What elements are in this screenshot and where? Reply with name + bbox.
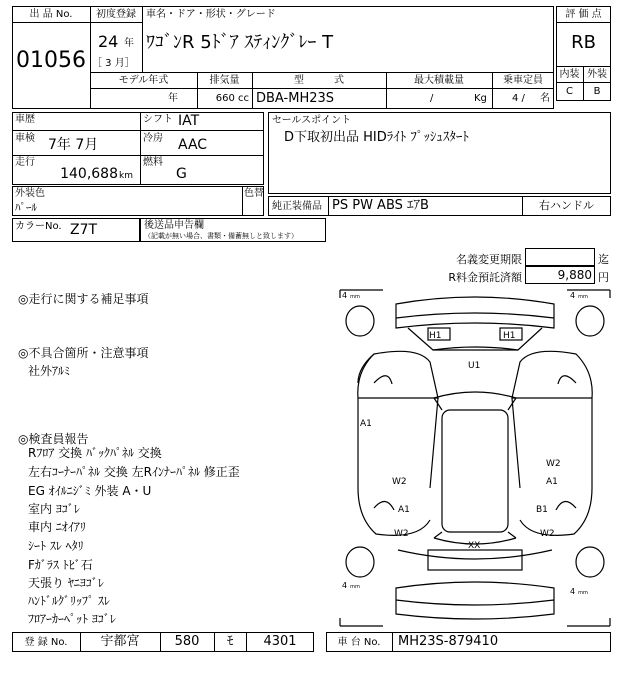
inspector-line: 天張り ﾔﾆﾖｺﾞﾚ (28, 576, 104, 590)
chassis-label: 車 台 No. (337, 637, 381, 648)
aftermarket-label: 後送品申告欄 (144, 220, 204, 231)
first-reg-year-unit: 年 (124, 38, 134, 49)
driving-notes-title: ◎走行に関する補足事項 (18, 292, 149, 306)
displacement-label: 排気量 (209, 75, 240, 86)
mark-h1-left: H1 (429, 331, 442, 341)
ac: AAC (178, 137, 208, 153)
recolor-label: 色替 (244, 188, 264, 199)
fuel-label: 燃料 (143, 157, 163, 168)
model-year-label: モデル年式 (118, 75, 169, 86)
history-label: 車歴 (15, 114, 35, 125)
reg-place: 宇都宮 (100, 634, 140, 649)
mileage-label: 走行 (15, 157, 35, 168)
inspection: 7年 7月 (48, 137, 99, 153)
mark-xx: XX (468, 541, 481, 551)
interior-label: 内装 (559, 69, 580, 80)
tire-icon (576, 547, 604, 577)
rear-bumper-outline (396, 582, 554, 619)
inspector-line: EG ｵｲﾙﾆｼﾞﾐ 外装 A・U (28, 484, 152, 498)
mark-w2-left-lower: W2 (394, 529, 409, 539)
inspection-label: 車検 (15, 133, 35, 144)
handle: 右ハンドル (539, 199, 594, 212)
tire-bottom-left-label: 4 mm (342, 581, 360, 590)
capacity: 4 / (512, 93, 525, 104)
tire-top-right-label: 4 mm (570, 291, 588, 300)
defects-title: ◎不具合箇所・注意事項 (18, 346, 149, 360)
lot-number: 01056 (16, 48, 86, 73)
recycle-unit: 円 (598, 271, 609, 284)
name-change-box (525, 248, 595, 266)
fuel: G (176, 166, 187, 182)
shift-label: シフト (143, 114, 173, 125)
tire-bottom-right-label: 4 mm (570, 587, 588, 596)
exterior-grade: B (593, 86, 601, 97)
reg-no-label: 登 録 No. (24, 637, 68, 648)
first-reg-label: 初度登録 (96, 9, 136, 20)
mark-a1-left-top: A1 (360, 419, 372, 429)
inspector-line: Rﾌﾛｱ 交換 ﾊﾞｯｸﾊﾟﾈﾙ 交換 (28, 446, 162, 460)
max-load-slash: / (430, 93, 434, 104)
car-diagram (338, 288, 612, 628)
reg-number: 4301 (263, 634, 297, 649)
aftermarket-note: （記載が無い場合、書類・備蓄無しと致します） (144, 232, 298, 240)
mileage: 140,688 (60, 166, 118, 182)
grade: RB (571, 32, 596, 53)
tire-icon (346, 547, 374, 577)
reg-kana: ﾓ (226, 634, 234, 649)
name-change-label: 名義変更期限 (456, 253, 522, 266)
chassis-number: MH23S-879410 (398, 634, 499, 649)
first-reg-month: ［ 3 月］ (92, 58, 135, 69)
mileage-unit: km (119, 171, 133, 181)
capacity-unit: 名 (540, 93, 550, 104)
car-name: ﾜｺﾞﾝR 5ﾄﾞｱ ｽﾃｨﾝｸﾞﾚｰ T (146, 32, 334, 53)
tire-top-left-label: 4 mm (342, 291, 360, 300)
ac-label: 冷房 (143, 133, 163, 144)
mark-a1-left-lower: A1 (398, 505, 410, 515)
tire-icon (346, 306, 374, 336)
shift: IAT (178, 113, 200, 129)
inspector-line: ﾌﾛｱｰｶｰﾍﾟｯﾄ ﾖｺﾞﾚ (28, 612, 116, 626)
color-box (12, 186, 264, 216)
tire-icon (576, 306, 604, 336)
color-label: 外装色 (15, 188, 45, 199)
max-load-label: 最大積載量 (414, 75, 464, 86)
mark-h1-right: H1 (503, 331, 516, 341)
mark-w2-right: W2 (546, 459, 561, 469)
exterior-label: 外装 (587, 69, 607, 80)
defect-line: 社外ｱﾙﾐ (28, 364, 71, 378)
capacity-label: 乗車定員 (503, 75, 543, 86)
roof-outline (442, 410, 508, 532)
displacement: 660 cc (215, 93, 249, 104)
inspector-line: 左右ｺｰﾅｰﾊﾟﾈﾙ 交換 左Rｲﾝﾅｰﾊﾟﾈﾙ 修正歪 (28, 465, 240, 479)
sales-point-label: セールスポイント (272, 115, 352, 126)
car-name-label: 車名・ドア・形状・グレード (146, 9, 276, 20)
max-load-unit: Kg (474, 93, 487, 104)
inspector-title: ◎検査員報告 (18, 432, 89, 446)
name-change-unit: 迄 (598, 253, 609, 266)
inspector-line: Fｶﾞﾗｽ ﾄﾋﾞ石 (28, 558, 93, 572)
mark-u1: U1 (468, 361, 481, 371)
mark-a1-right: A1 (546, 477, 558, 487)
inspector-line: ｼｰﾄ ｽﾚ ﾍﾀﾘ (28, 539, 84, 553)
first-reg-year: 24 (98, 32, 119, 51)
recycle-amount: 9,880 (557, 268, 592, 282)
color-no-label: カラーNo. (15, 221, 62, 232)
inspector-line: 室内 ﾖｺﾞﾚ (28, 502, 80, 516)
model-year-unit: 年 (168, 93, 178, 104)
sales-point: D下取初出品 HIDﾗｲﾄ ﾌﾟｯｼｭｽﾀｰﾄ (284, 130, 469, 145)
inspector-line: 車内 ﾆｵｲｱﾘ (28, 520, 86, 534)
model-type: DBA-MH23S (256, 91, 335, 106)
equipment: PS PW ABS ｴｱB (332, 198, 429, 213)
mark-w2-right-lower: W2 (540, 529, 555, 539)
lot-label: 出 品 No. (29, 9, 73, 20)
type-label: 型 式 (294, 75, 344, 86)
equipment-label: 純正装備品 (272, 201, 322, 212)
interior-grade: C (566, 86, 573, 97)
color: ﾊﾟｰﾙ (15, 201, 37, 214)
recycle-label: R料金預託済額 (448, 271, 522, 284)
color-no: Z7T (70, 222, 98, 238)
mark-b1-right: B1 (536, 505, 548, 515)
inspector-line: ﾊﾝﾄﾞﾙｸﾞﾘｯﾌﾟ ｽﾚ (28, 594, 110, 608)
reg-class: 580 (174, 634, 200, 649)
grade-label: 評 価 点 (565, 9, 602, 20)
mark-w2-left: W2 (392, 477, 407, 487)
